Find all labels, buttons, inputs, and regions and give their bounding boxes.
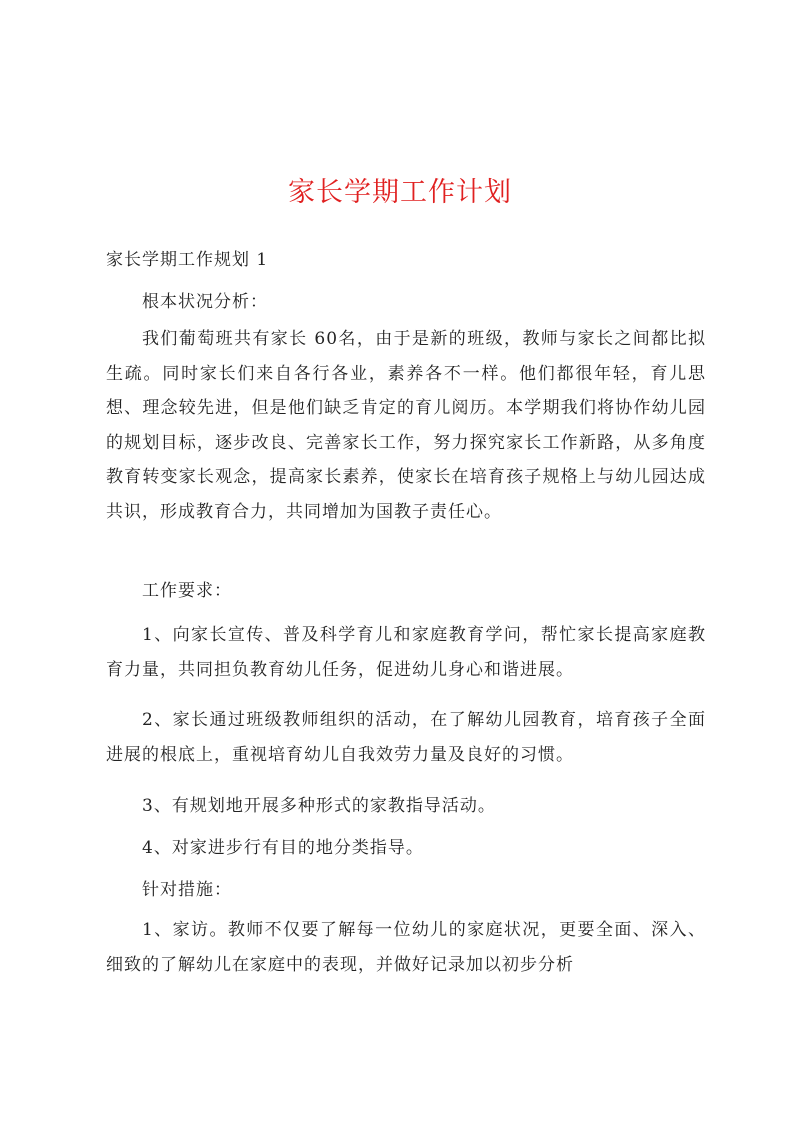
paragraph-requirement-4: 4、对家进步行有目的地分类指导。 xyxy=(142,838,424,858)
paragraph-requirement-3: 3、有规划地开展多种形式的家教指导活动。 xyxy=(142,796,496,816)
section-heading: 家长学期工作规划 1 xyxy=(106,250,269,270)
paragraph-requirement-1: 1、向家长宣传、普及科学育儿和家庭教育学问，帮忙家长提高家庭教育力量，共同担负教育幼儿任务，促进幼儿身心和谐进展。 xyxy=(106,625,706,680)
document-title: 家长学期工作计划 xyxy=(288,177,512,208)
paragraph-requirements-label: 工作要求： xyxy=(142,581,232,601)
paragraph-situation-body: 我们葡萄班共有家长 60名，由于是新的班级，教师与家长之间都比拟生疏。同时家长们来自各行各业，素养各不一样。他们都很年轻，育儿思想、理念较先进，但是他们缺乏肯定的育儿阅历。本学期我们将协作幼儿园的规划目标，逐步改良、完善家长工作，努力探究家长工作新路，从多角度教育转变家长观念，提高家长素养，使家长在培育孩子规格上与幼儿园达成共识，形成教育合力，共同增加为国教子责任心。 xyxy=(106,329,706,522)
paragraph-situation-label: 根本状况分析： xyxy=(142,292,268,312)
paragraph-requirement-2: 2、家长通过班级教师组织的活动，在了解幼儿园教育，培育孩子全面进展的根底上，重视培育幼儿自我效劳力量及良好的习惯。 xyxy=(106,710,706,765)
paragraph-measures-label: 针对措施： xyxy=(142,880,232,900)
paragraph-measure-1: 1、家访。教师不仅要了解每一位幼儿的家庭状况，更要全面、深入、细致的了解幼儿在家庭中的表现，并做好记录加以初步分析 xyxy=(106,920,706,975)
